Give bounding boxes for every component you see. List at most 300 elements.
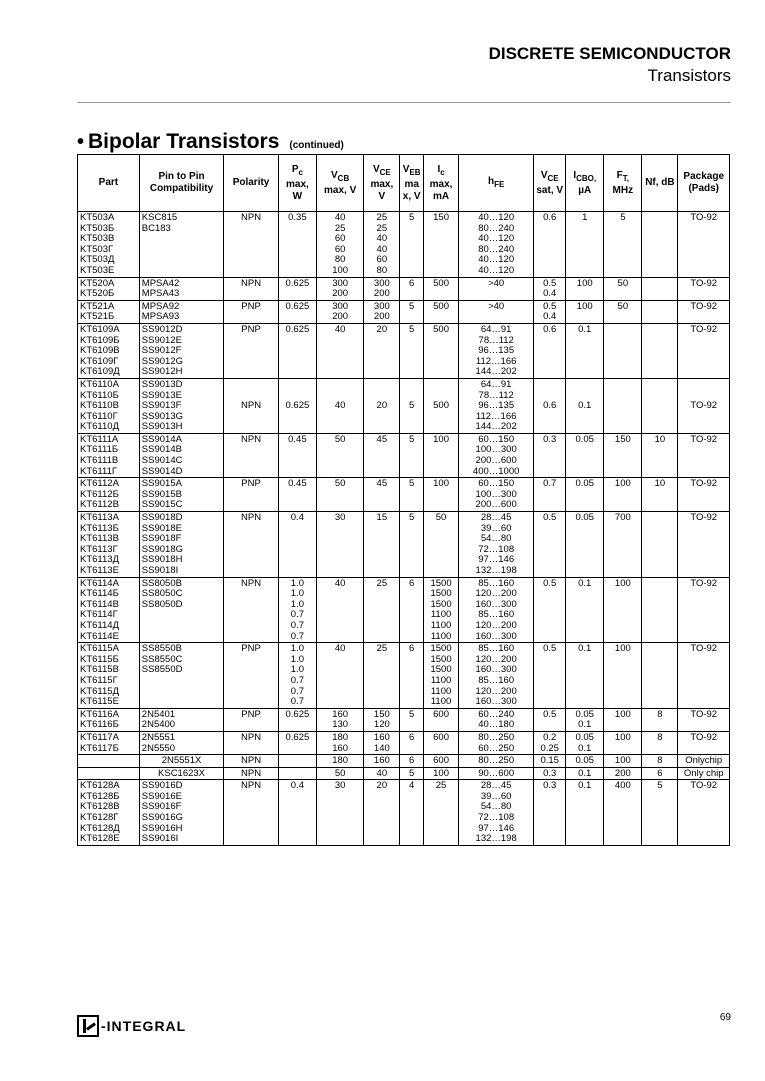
cell-value: 0.7: [290, 619, 304, 631]
cell-ft: [604, 780, 642, 846]
cell-value: KT6109B: [80, 345, 120, 357]
cell-value: KT503A: [80, 212, 115, 223]
cell-value: KT6110Б: [80, 389, 119, 401]
cell-pin: [139, 300, 223, 323]
cell-ft: [604, 277, 642, 300]
cell-hfe: [459, 708, 534, 731]
cell-value: 0.625: [285, 400, 310, 412]
cell-value: 100: [614, 577, 631, 589]
cell-nf: [642, 378, 678, 433]
cell-value: SS9016G: [141, 812, 183, 824]
cell-value: 200: [614, 767, 631, 779]
cell-vce: [364, 300, 400, 323]
cell-value: 0.1: [578, 643, 592, 655]
cell-value: TO-92: [690, 512, 718, 524]
cell-value: SS9015C: [141, 499, 183, 511]
cell-value: [606, 401, 639, 412]
cell-pc: [278, 767, 316, 780]
cell-value: 2N5551: [141, 731, 176, 743]
cell-value: 40: [334, 577, 346, 589]
cell-value: KT6117Б: [80, 742, 119, 754]
cell-value: 100: [614, 731, 631, 743]
cell-value: 160: [332, 742, 349, 754]
cell-value: KT6110B: [80, 400, 119, 412]
cell-value: TO-92: [690, 577, 718, 589]
cell-value: 40…120: [478, 254, 515, 266]
cell-icbo: [566, 731, 604, 754]
cell-value: KT6115B: [80, 664, 119, 676]
cell-pol: [224, 512, 279, 578]
cell-value: KT6114Б: [80, 588, 119, 600]
cell-hfe: [459, 767, 534, 780]
cell-nf: [642, 323, 678, 378]
cell-value: 0.625: [285, 277, 310, 289]
cell-value: 2N5550: [141, 742, 176, 754]
cell-value: KT6109A: [80, 323, 120, 335]
cell-value: 1.0: [290, 664, 304, 676]
cell-value: KT6116A: [80, 708, 119, 720]
cell-value: 85…160: [478, 674, 515, 686]
cell-value: SS9012G: [141, 355, 183, 367]
cell-vcb: [316, 277, 363, 300]
cell-value: KT6128Б: [80, 790, 120, 802]
cell-value: 100: [576, 300, 593, 312]
cell-value: KT521A: [80, 300, 115, 312]
cell-value: 0.3: [543, 433, 557, 445]
cell-value: 0.3: [543, 767, 557, 779]
cell-value: KT503Б: [80, 222, 115, 234]
table-row: [78, 731, 730, 754]
cell-value: TO-92: [690, 643, 718, 655]
cell-value: 0.7: [290, 674, 304, 686]
cell-veb: [400, 755, 424, 768]
cell-value: 100…300: [475, 488, 517, 500]
cell-value: 1500: [430, 643, 452, 655]
cell-value: 60: [334, 243, 346, 255]
cell-value: KT6115Б: [80, 653, 119, 665]
cell-ic: [424, 433, 459, 477]
cell-pc: [278, 780, 316, 846]
cell-value: 200: [373, 311, 390, 323]
col-ic: $I_c$ max, mA: [424, 155, 459, 212]
cell-pin: [139, 767, 223, 780]
cell-icbo: [566, 300, 604, 323]
cell-vcb: [316, 731, 363, 754]
table-row: [78, 300, 730, 323]
cell-value: 0.5: [543, 643, 557, 655]
cell-vce: [364, 780, 400, 846]
cell-value: 500: [433, 400, 449, 412]
cell-value: TO-92: [690, 300, 718, 312]
cell-pol: [224, 731, 279, 754]
cell-value: NPN: [241, 755, 262, 767]
cell-value: 0.5: [543, 512, 557, 524]
cell-nf: [642, 708, 678, 731]
cell-value: 112…166: [475, 355, 517, 367]
cell-value: 2N5551X: [161, 755, 202, 767]
cell-value: TO-92: [690, 400, 718, 412]
logo-text: -INTEGRAL: [101, 1018, 187, 1034]
cell-value: 5: [409, 300, 415, 312]
cell-value: 6: [657, 767, 663, 779]
cell-pol: [224, 212, 279, 278]
cell-hfe: [459, 512, 534, 578]
cell-vcesat: [534, 767, 566, 780]
cell-value: 0.5: [543, 708, 557, 720]
cell-value: KT6112B: [80, 499, 119, 511]
cell-value: KT503E: [80, 264, 115, 276]
cell-value: [644, 401, 675, 412]
cell-icbo: [566, 708, 604, 731]
cell-vcb: [316, 378, 363, 433]
cell-value: 600: [433, 731, 449, 743]
cell-vcb: [316, 212, 363, 278]
cell-icbo: [566, 378, 604, 433]
cell-value: SS9018H: [141, 554, 183, 566]
cell-value: NPN: [241, 780, 262, 792]
cell-value: 6: [409, 755, 415, 767]
cell-pin: [139, 277, 223, 300]
cell-value: [644, 213, 675, 224]
cell-value: KT6110A: [80, 378, 119, 390]
cell-value: 97…146: [478, 822, 515, 834]
cell-icbo: [566, 767, 604, 780]
cell-value: 0.5: [543, 277, 557, 289]
cell-value: 0.625: [285, 300, 310, 312]
cell-value: 85…160: [478, 609, 515, 621]
cell-value: 5: [409, 323, 415, 335]
cell-veb: [400, 433, 424, 477]
cell-value: SS9013G: [141, 410, 183, 422]
cell-value: SS9012E: [141, 334, 182, 346]
cell-value: 0.6: [543, 212, 557, 223]
cell-vcesat: [534, 212, 566, 278]
cell-value: TO-92: [690, 731, 718, 743]
cell-value: SS9013H: [141, 421, 183, 433]
cell-value: 150: [373, 708, 390, 720]
cell-value: KT6111Г: [80, 465, 118, 477]
cell-ft: [604, 433, 642, 477]
cell-part: [78, 478, 140, 512]
cell-ic: [424, 780, 459, 846]
cell-value: SS9016I: [141, 833, 179, 845]
cell-value: 28…45: [480, 780, 512, 792]
cell-icbo: [566, 643, 604, 709]
cell-value: NPN: [241, 731, 262, 743]
cell-value: 25: [435, 780, 447, 792]
cell-value: 60…150: [478, 433, 515, 445]
cell-vcesat: [534, 512, 566, 578]
col-part: Part: [78, 155, 140, 212]
cell-veb: [400, 643, 424, 709]
cell-value: 40: [334, 323, 346, 335]
cell-ft: [604, 755, 642, 768]
cell-value: SS9012D: [141, 323, 183, 335]
cell-value: KT6114E: [80, 630, 119, 642]
cell-value: 1500: [430, 588, 452, 600]
cell-pol: [224, 300, 279, 323]
cell-value: KT6111A: [80, 433, 119, 445]
cell-nf: [642, 300, 678, 323]
cell-pkg: [678, 780, 730, 846]
cell-value: KT6113B: [80, 533, 119, 545]
cell-value: 0.4: [543, 288, 557, 300]
cell-ft: [604, 708, 642, 731]
integral-logo-icon: [77, 1015, 99, 1037]
col-veb: $V_{EB}$ ma x, V: [400, 155, 424, 212]
cell-value: 120…200: [475, 653, 517, 665]
cell-ft: [604, 512, 642, 578]
cell-value: PNP: [241, 323, 261, 335]
cell-ft: [604, 731, 642, 754]
cell-part: [78, 433, 140, 477]
cell-value: KT6111B: [80, 455, 119, 467]
cell-pin: [139, 212, 223, 278]
col-hfe: $h_{FE}$: [459, 155, 534, 212]
cell-value: 25: [376, 643, 388, 655]
cell-value: 40…120: [478, 264, 515, 276]
cell-value: 40: [376, 233, 388, 245]
cell-value: 0.6: [543, 323, 557, 335]
cell-value: 50: [617, 277, 629, 289]
cell-value: 60: [334, 233, 346, 245]
cell-value: [644, 579, 675, 590]
cell-value: SS9018E: [141, 522, 182, 534]
cell-icbo: [566, 212, 604, 278]
cell-value: 0.1: [578, 323, 592, 335]
cell-pin: [139, 378, 223, 433]
cell-ft: [604, 767, 642, 780]
cell-value: 0.1: [578, 780, 592, 792]
cell-value: NPN: [241, 212, 262, 223]
cell-value: 40: [334, 212, 346, 223]
cell-vcb: [316, 755, 363, 768]
col-package: Package (Pads): [678, 155, 730, 212]
cell-pol: [224, 378, 279, 433]
cell-value: 20: [376, 400, 388, 412]
header-title: DISCRETE SEMICONDUCTOR: [488, 44, 731, 63]
cell-vcb: [316, 767, 363, 780]
cell-vcesat: [534, 277, 566, 300]
cell-value: TO-92: [690, 323, 718, 335]
cell-value: 1100: [430, 609, 452, 621]
cell-value: 0.1: [578, 742, 592, 754]
cell-value: TO-92: [690, 708, 718, 720]
cell-value: 5: [620, 212, 626, 223]
cell-value: SS9014D: [141, 465, 183, 477]
cell-pin: [139, 755, 223, 768]
cell-value: 100: [433, 433, 449, 445]
cell-veb: [400, 731, 424, 754]
cell-part: [78, 780, 140, 846]
cell-value: TO-92: [690, 478, 718, 490]
cell-hfe: [459, 643, 534, 709]
cell-value: 25: [334, 222, 346, 234]
cell-value: 180: [332, 731, 349, 743]
cell-value: 97…146: [478, 554, 515, 566]
cell-value: 600: [433, 708, 449, 720]
cell-hfe: [459, 378, 534, 433]
cell-value: 80: [334, 254, 346, 266]
cell-hfe: [459, 731, 534, 754]
cell-ft: [604, 212, 642, 278]
cell-value: 28…45: [480, 512, 512, 524]
cell-value: 0.25: [540, 742, 559, 754]
cell-nf: [642, 478, 678, 512]
cell-value: 0.05: [575, 731, 594, 743]
table-row: [78, 512, 730, 578]
cell-value: 100: [332, 264, 349, 276]
cell-value: SS8050C: [141, 588, 183, 600]
cell-value: SS9013E: [141, 389, 182, 401]
cell-value: SS9014C: [141, 455, 183, 467]
cell-value: 80…240: [478, 222, 515, 234]
cell-value: 160: [332, 708, 349, 720]
cell-pin: [139, 323, 223, 378]
header-row: [78, 155, 730, 212]
cell-pol: [224, 643, 279, 709]
cell-value: KT6110Д: [80, 421, 120, 433]
cell-value: 64…91: [480, 323, 512, 335]
cell-value: 40…120: [478, 212, 515, 223]
cell-part: [78, 755, 140, 768]
cell-value: KT6113Б: [80, 522, 119, 534]
cell-value: KT6114B: [80, 598, 119, 610]
cell-value: 100: [614, 643, 631, 655]
cell-value: 112…166: [475, 410, 517, 422]
cell-vce: [364, 708, 400, 731]
cell-part: [78, 323, 140, 378]
cell-pkg: [678, 708, 730, 731]
cell-icbo: [566, 433, 604, 477]
transistor-table: [77, 154, 730, 846]
table-row: [78, 708, 730, 731]
cell-veb: [400, 478, 424, 512]
cell-value: 1.0: [290, 653, 304, 665]
cell-pkg: [678, 478, 730, 512]
cell-vce: [364, 755, 400, 768]
cell-value: SS9018G: [141, 543, 183, 555]
cell-value: >40: [488, 300, 505, 312]
cell-value: 72…108: [478, 812, 515, 824]
cell-ft: [604, 300, 642, 323]
cell-value: SS9014B: [141, 444, 182, 456]
cell-value: 0.7: [290, 609, 304, 621]
cell-value: SS9012F: [141, 345, 182, 357]
cell-nf: [642, 780, 678, 846]
cell-hfe: [459, 323, 534, 378]
table-row: [78, 378, 730, 433]
cell-nf: [642, 277, 678, 300]
cell-value: 144…202: [475, 366, 517, 378]
cell-part: [78, 512, 140, 578]
cell-pol: [224, 780, 279, 846]
cell-ft: [604, 323, 642, 378]
cell-veb: [400, 708, 424, 731]
cell-hfe: [459, 212, 534, 278]
cell-value: 25: [376, 577, 388, 589]
cell-value: 50: [435, 512, 447, 524]
cell-value: 1.0: [290, 598, 304, 610]
table-row: [78, 323, 730, 378]
cell-value: 45: [376, 433, 388, 445]
cell-value: 10: [654, 478, 666, 490]
cell-pc: [278, 323, 316, 378]
cell-value: 0.625: [285, 323, 310, 335]
cell-value: 0.05: [575, 478, 594, 490]
cell-value: 6: [409, 643, 415, 655]
cell-pc: [278, 277, 316, 300]
cell-value: NPN: [241, 400, 262, 412]
cell-value: SS8550B: [141, 643, 182, 655]
cell-part: [78, 731, 140, 754]
cell-value: KT6109Б: [80, 334, 120, 346]
cell-hfe: [459, 300, 534, 323]
table-row: [78, 755, 730, 768]
cell-veb: [400, 212, 424, 278]
cell-ic: [424, 378, 459, 433]
cell-value: KT6115Г: [80, 674, 118, 686]
cell-vcb: [316, 433, 363, 477]
cell-pol: [224, 767, 279, 780]
cell-vcesat: [534, 780, 566, 846]
cell-value: 400…1000: [472, 465, 520, 477]
cell-value: KT6112Б: [80, 488, 119, 500]
cell-hfe: [459, 780, 534, 846]
cell-value: 30: [334, 780, 346, 792]
cell-value: [281, 769, 314, 780]
cell-value: [606, 325, 639, 336]
cell-value: 40…180: [478, 719, 515, 731]
cell-ic: [424, 300, 459, 323]
cell-value: 132…198: [475, 833, 517, 845]
cell-pc: [278, 300, 316, 323]
cell-pc: [278, 378, 316, 433]
cell-pc: [278, 212, 316, 278]
cell-value: 8: [657, 731, 663, 743]
cell-pin: [139, 708, 223, 731]
cell-value: KT6114Д: [80, 619, 120, 631]
cell-vce: [364, 378, 400, 433]
cell-value: 100: [433, 767, 449, 779]
cell-value: KSC815: [141, 212, 178, 223]
cell-pkg: [678, 731, 730, 754]
cell-pc: [278, 708, 316, 731]
cell-value: 80…240: [478, 243, 515, 255]
cell-hfe: [459, 433, 534, 477]
cell-icbo: [566, 780, 604, 846]
cell-ic: [424, 577, 459, 643]
cell-value: 1100: [430, 619, 452, 631]
cell-value: 1.0: [290, 643, 304, 655]
cell-pc: [278, 577, 316, 643]
cell-pkg: [678, 323, 730, 378]
cell-vcb: [316, 643, 363, 709]
table-row: [78, 212, 730, 278]
table-row: [78, 577, 730, 643]
cell-value: 50: [617, 300, 629, 312]
cell-value: 100: [614, 478, 631, 490]
cell-value: 80…250: [478, 755, 515, 767]
cell-value: 50: [334, 478, 346, 490]
cell-value: [644, 279, 675, 290]
cell-value: 39…60: [480, 790, 512, 802]
cell-value: SS8550C: [141, 653, 183, 665]
cell-value: 50: [334, 767, 346, 779]
cell-vcb: [316, 780, 363, 846]
cell-pkg: [678, 767, 730, 780]
cell-value: 45: [376, 478, 388, 490]
